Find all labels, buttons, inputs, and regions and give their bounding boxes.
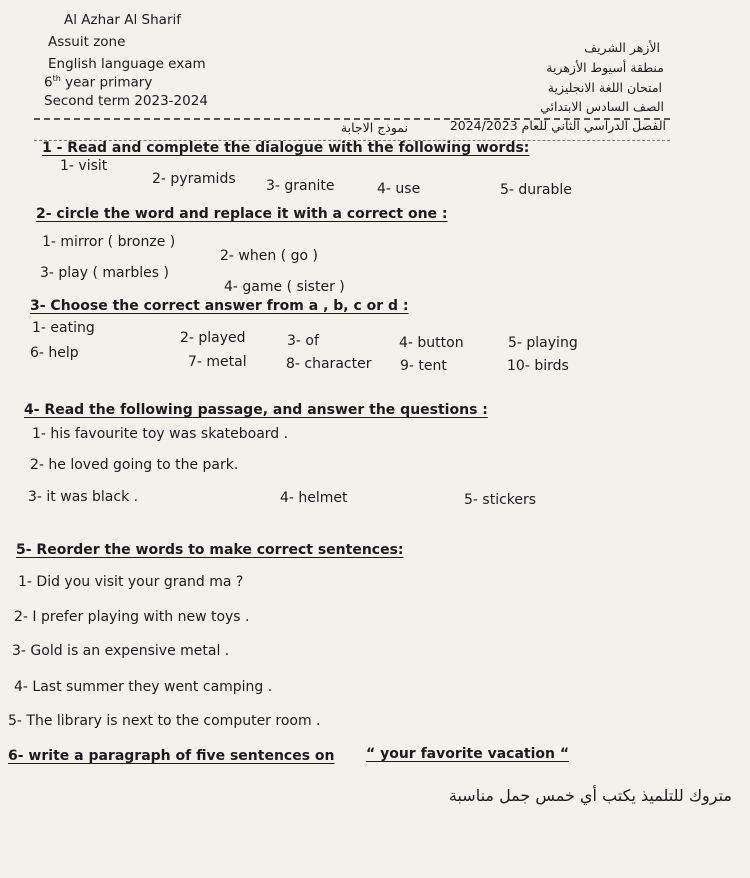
header-ar-zone: منطقة أسيوط الأزهرية [546, 60, 664, 75]
q1-answer: 4- use [377, 181, 421, 197]
header-ar-term: الفصل الدراسي الثاني للعام 2024/2023 [449, 118, 666, 133]
q3-answer: 6- help [30, 345, 79, 361]
header-ar-exam: امتحان اللغة الانجليزية [547, 80, 662, 95]
q1-answer: 5- durable [500, 182, 572, 198]
header-institution: Al Azhar Al Sharif [64, 12, 181, 28]
q3-answer: 9- tent [400, 358, 447, 374]
header-ar-model-answer: نموذج الاجابة [340, 120, 408, 135]
q3-answer: 3- of [287, 333, 319, 349]
q2-answer: 4- game ( sister ) [224, 279, 345, 295]
q5-answer: 5- The library is next to the computer room . [8, 713, 321, 729]
q6-note: متروك للتلميذ يكتب أي خمس جمل مناسبة [448, 786, 732, 805]
q4-answer: 3- it was black . [28, 489, 139, 505]
q5-answer: 3- Gold is an expensive metal . [12, 643, 230, 659]
q6-topic: “ your favorite vacation “ [366, 746, 570, 762]
header-ar-grade: الصف السادس الابتدائي [540, 99, 664, 114]
q3-answer: 8- character [286, 356, 372, 372]
q2-answer: 2- when ( go ) [220, 248, 318, 264]
q6-title: 6- write a paragraph of five sentences on [8, 748, 335, 764]
q2-answer: 3- play ( marbles ) [40, 265, 169, 281]
header-ar-institution: الأزهر الشريف [584, 40, 660, 55]
q4-answer: 1- his favourite toy was skateboard . [32, 426, 289, 442]
header-grade: 6th year primary [44, 74, 153, 91]
q3-answer: 2- played [180, 330, 246, 346]
q2-title: 2- circle the word and replace it with a correct one : [36, 206, 448, 222]
q3-answer: 1- eating [32, 320, 95, 336]
q1-title: 1 - Read and complete the dialogue with the following words: [42, 140, 530, 156]
q1-answer: 2- pyramids [152, 171, 236, 187]
q5-title: 5- Reorder the words to make correct sentences: [16, 542, 404, 558]
q1-answer: 1- visit [60, 158, 108, 174]
q3-answer: 5- playing [508, 335, 578, 351]
q3-answer: 7- metal [188, 354, 247, 370]
q4-answer: 4- helmet [280, 490, 348, 506]
q2-answer: 1- mirror ( bronze ) [42, 234, 176, 250]
q1-answer: 3- granite [266, 178, 335, 194]
header-divider [34, 118, 670, 120]
q5-answer: 2- I prefer playing with new toys . [14, 609, 250, 625]
header-exam-name: English language exam [48, 56, 206, 72]
q3-title: 3- Choose the correct answer from a , b, c or d : [30, 298, 409, 314]
q5-answer: 4- Last summer they went camping . [14, 679, 273, 695]
q3-answer: 10- birds [507, 358, 569, 374]
q4-answer: 2- he loved going to the park. [30, 457, 239, 473]
q4-answer: 5- stickers [464, 492, 537, 508]
q3-answer: 4- button [399, 335, 464, 351]
q4-title: 4- Read the following passage, and answer the questions : [24, 402, 488, 418]
header-zone: Assuit zone [48, 34, 126, 50]
q5-answer: 1- Did you visit your grand ma ? [18, 574, 244, 590]
header-term: Second term 2023-2024 [44, 93, 208, 109]
